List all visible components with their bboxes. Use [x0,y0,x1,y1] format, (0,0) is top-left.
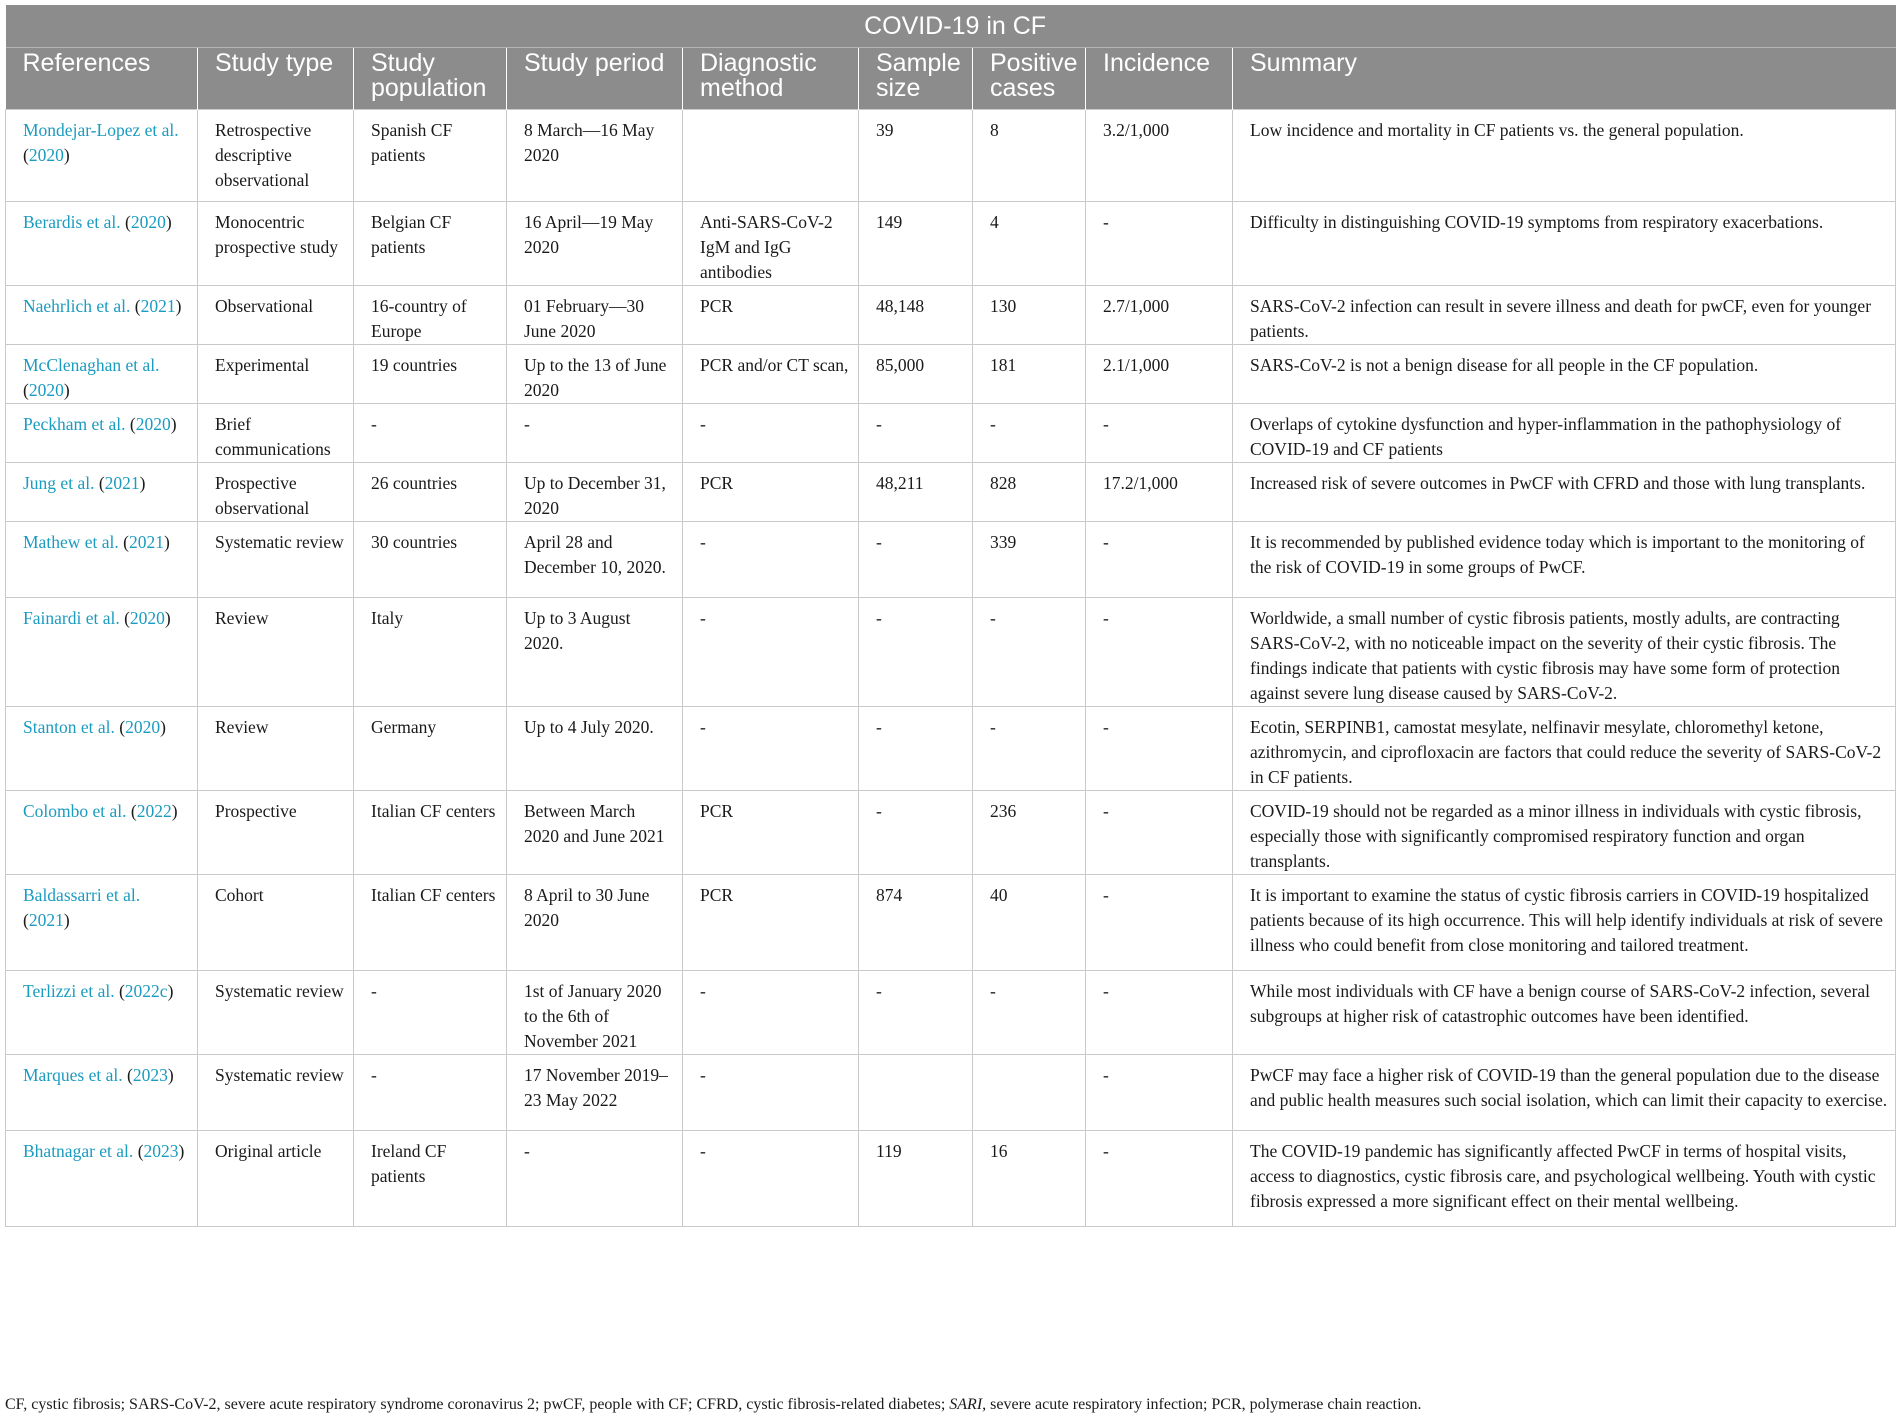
table-row [6,875,1896,971]
reference-cell [6,404,198,463]
column-header-study-population: Study population [354,48,507,110]
column-header-positive-cases: Positive cases [973,48,1086,110]
summary-cell: COVID-19 should not be regarded as a minor illness in individuals with cystic fibrosis, especially those with significantly compromised respiratory function and organ transplants. [1233,791,1896,875]
ref-close-paren: ) [178,1141,185,1161]
column-header-sample-size: Sample size [859,48,973,110]
study-period-cell: Up to the 13 of June 2020 [507,345,683,404]
ref-year-link[interactable]: 2020 [130,212,166,232]
sample-size-cell: - [859,707,973,791]
ref-close-paren: ) [63,145,70,165]
study-period-cell: 1st of January 2020 to the 6th of November 2021 [507,971,683,1055]
table-row [6,707,1896,791]
study-population-cell: Germany [354,707,507,791]
incidence-cell: - [1086,875,1233,971]
diagnostic-method-cell: Anti-SARS-CoV-2 IgM and IgG antibodies [683,202,859,286]
diagnostic-method-cell: - [683,971,859,1055]
study-period-cell: 01 February—30 June 2020 [507,286,683,345]
ref-year-link[interactable]: 2020 [129,608,165,628]
study-type-cell: Cohort [198,875,354,971]
study-period-cell: Up to December 31, 2020 [507,463,683,522]
study-type-cell: Brief communications [198,404,354,463]
table-row [6,463,1896,522]
ref-open-paren: ( [134,296,141,316]
summary-cell: It is important to examine the status of cystic fibrosis carriers in COVID-19 hospitalized patients because of its high occurrence. This will help identify individuals at risk of severe illness who could benefit from close monitoring and tailored treatment. [1233,875,1896,971]
study-type-cell: Observational [198,286,354,345]
study-period-cell: - [507,1131,683,1227]
summary-cell: Low incidence and mortality in CF patients vs. the general population. [1233,110,1896,202]
sample-size-cell: 39 [859,110,973,202]
reference-cell [6,875,198,971]
summary-cell: It is recommended by published evidence today which is important to the monitoring of the risk of COVID-19 in some groups of PwCF. [1233,522,1896,598]
positive-cases-cell: 16 [973,1131,1086,1227]
group-header-row [6,5,1896,48]
sample-size-cell: - [859,404,973,463]
positive-cases-cell: 828 [973,463,1086,522]
incidence-cell: - [1086,522,1233,598]
positive-cases-cell: 40 [973,875,1086,971]
summary-cell: Difficulty in distinguishing COVID-19 symptoms from respiratory exacerbations. [1233,202,1896,286]
ref-author-link[interactable]: Marques et al. [23,1065,127,1085]
ref-author-link[interactable]: Fainardi et al. [23,608,125,628]
positive-cases-cell: - [973,598,1086,707]
ref-open-paren: ( [119,717,126,737]
ref-year-link[interactable]: 2021 [140,296,176,316]
ref-open-paren: ( [123,532,129,552]
ref-open-paren: ( [130,801,137,821]
study-period-cell: 17 November 2019–23 May 2022 [507,1055,683,1131]
ref-open-paren: ( [23,910,29,930]
incidence-cell: 3.2/1,000 [1086,110,1233,202]
study-type-cell: Monocentric prospective study [198,202,354,286]
column-header-study-period: Study period [507,48,683,110]
summary-cell: Overlaps of cytokine dysfunction and hyper-inflammation in the pathophysiology of COVID-19 and CF patients [1233,404,1896,463]
incidence-cell: 2.1/1,000 [1086,345,1233,404]
study-type-cell: Prospective observational [198,463,354,522]
positive-cases-cell: 181 [973,345,1086,404]
diagnostic-method-cell: PCR [683,791,859,875]
ref-author-link[interactable]: Naehrlich et al. [23,296,135,316]
column-header-summary: Summary [1233,48,1896,110]
ref-year-link[interactable]: 2020 [28,145,64,165]
sample-size-cell: 48,148 [859,286,973,345]
reference-cell [6,598,198,707]
ref-open-paren: ( [23,145,29,165]
reference-cell [6,286,198,345]
table-row [6,110,1896,202]
incidence-cell: - [1086,791,1233,875]
ref-close-paren: ) [139,473,146,493]
ref-close-paren: ) [171,801,178,821]
study-population-cell: Belgian CF patients [354,202,507,286]
sample-size-cell: 85,000 [859,345,973,404]
ref-close-paren: ) [167,981,174,1001]
diagnostic-method-cell: - [683,404,859,463]
ref-close-paren: ) [167,1065,174,1085]
reference-cell [6,707,198,791]
ref-author-link[interactable]: Stanton et al. [23,717,120,737]
reference-cell [6,1131,198,1227]
diagnostic-method-cell: - [683,1055,859,1131]
table-row [6,1131,1896,1227]
ref-year-link[interactable]: 2021 [128,532,164,552]
ref-year-link[interactable]: 2023 [143,1141,179,1161]
table-row [6,1055,1896,1131]
reference-cell [6,202,198,286]
ref-open-paren: ( [118,981,125,1001]
sample-size-cell: - [859,971,973,1055]
footnote-part2: , severe acute respiratory infection; PCR, polymerase chain reaction. [982,1396,1422,1413]
incidence-cell: - [1086,202,1233,286]
table-body [6,110,1896,1227]
summary-cell: Increased risk of severe outcomes in PwCF with CFRD and those with lung transplants. [1233,463,1896,522]
table-row [6,971,1896,1055]
study-period-cell: April 28 and December 10, 2020. [507,522,683,598]
diagnostic-method-cell: - [683,1131,859,1227]
table-row [6,286,1896,345]
study-type-cell: Systematic review [198,1055,354,1131]
incidence-cell: 17.2/1,000 [1086,463,1233,522]
summary-cell: The COVID-19 pandemic has significantly affected PwCF in terms of hospital visits, access to diagnostics, cystic fibrosis care, and psychological wellbeing. Youth with cystic fibrosis expressed a more significant effect on their mental wellbeing. [1233,1131,1896,1227]
ref-year-link[interactable]: 2022 [136,801,172,821]
sample-size-cell: - [859,598,973,707]
table-footnote [5,1396,1422,1414]
table-row [6,345,1896,404]
diagnostic-method-cell: - [683,598,859,707]
column-header-references: References [6,48,198,110]
ref-year-link[interactable]: 2020 [125,717,161,737]
positive-cases-cell: 130 [973,286,1086,345]
ref-year-link[interactable]: 2020 [135,414,171,434]
study-type-cell: Prospective [198,791,354,875]
positive-cases-cell [973,1055,1086,1131]
study-type-cell: Review [198,707,354,791]
reference-cell [6,345,198,404]
study-period-cell: 8 April to 30 June 2020 [507,875,683,971]
ref-author-link[interactable]: Bhatnagar et al. [23,1141,138,1161]
sample-size-cell: 48,211 [859,463,973,522]
summary-cell: While most individuals with CF have a benign course of SARS-CoV-2 infection, several subgroups at higher risk of catastrophic outcomes have been identified. [1233,971,1896,1055]
table-row [6,202,1896,286]
incidence-cell: - [1086,971,1233,1055]
study-period-cell: - [507,404,683,463]
study-population-cell: Italy [354,598,507,707]
sample-size-cell: - [859,522,973,598]
study-type-cell: Experimental [198,345,354,404]
ref-author-link[interactable]: Mondejar-Lopez et al. [23,120,179,140]
table-row [6,522,1896,598]
positive-cases-cell: 339 [973,522,1086,598]
study-population-cell: - [354,1055,507,1131]
ref-close-paren: ) [165,212,172,232]
incidence-cell: - [1086,598,1233,707]
ref-open-paren: ( [125,212,131,232]
ref-year-link[interactable]: 2020 [28,380,64,400]
ref-open-paren: ( [124,608,130,628]
study-type-cell: Systematic review [198,522,354,598]
study-population-cell: 16-country of Europe [354,286,507,345]
ref-author-link[interactable]: McClenaghan et al. [23,355,160,375]
ref-open-paren: ( [137,1141,144,1161]
study-type-cell: Original article [198,1131,354,1227]
ref-author-link[interactable]: Baldassarri et al. [23,885,141,905]
study-population-cell: 19 countries [354,345,507,404]
ref-open-paren: ( [129,414,136,434]
incidence-cell: 2.7/1,000 [1086,286,1233,345]
study-population-cell: 30 countries [354,522,507,598]
positive-cases-cell: - [973,971,1086,1055]
ref-open-paren: ( [127,1065,133,1085]
reference-cell [6,1055,198,1131]
reference-cell [6,463,198,522]
column-header-diagnostic-method: Diagnostic method [683,48,859,110]
study-population-cell: Italian CF centers [354,791,507,875]
summary-cell: Ecotin, SERPINB1, camostat mesylate, nelfinavir mesylate, chloromethyl ketone, azithromycin, and ciprofloxacin are factors that could reduce the severity of SARS-CoV-2 in CF patients. [1233,707,1896,791]
ref-author-link[interactable]: Terlizzi et al. [23,981,119,1001]
sample-size-cell [859,1055,973,1131]
study-population-cell: - [354,404,507,463]
study-period-cell: Up to 3 August 2020. [507,598,683,707]
study-population-cell: Spanish CF patients [354,110,507,202]
table-container [5,5,1895,1227]
table-row [6,404,1896,463]
positive-cases-cell: - [973,404,1086,463]
ref-year-link[interactable]: 2021 [104,473,140,493]
ref-author-link[interactable]: Peckham et al. [23,414,130,434]
ref-close-paren: ) [163,532,170,552]
positive-cases-cell: 8 [973,110,1086,202]
ref-open-paren: ( [23,380,29,400]
reference-cell [6,110,198,202]
ref-author-link[interactable]: Berardis et al. [23,212,126,232]
study-period-cell: 16 April—19 May 2020 [507,202,683,286]
ref-close-paren: ) [63,380,70,400]
column-header-row [6,48,1896,110]
ref-close-paren: ) [164,608,171,628]
ref-close-paren: ) [175,296,182,316]
diagnostic-method-cell: PCR [683,463,859,522]
column-header-incidence: Incidence [1086,48,1233,110]
ref-open-paren: ( [98,473,105,493]
reference-cell [6,522,198,598]
incidence-cell: - [1086,707,1233,791]
ref-close-paren: ) [63,910,70,930]
study-type-cell: Retrospective descriptive observational [198,110,354,202]
study-population-cell: - [354,971,507,1055]
positive-cases-cell: - [973,707,1086,791]
study-period-cell: 8 March—16 May 2020 [507,110,683,202]
sample-size-cell: 119 [859,1131,973,1227]
ref-author-link[interactable]: Mathew et al. [23,532,124,552]
study-period-cell: Between March 2020 and June 2021 [507,791,683,875]
diagnostic-method-cell: PCR and/or CT scan, [683,345,859,404]
covid-cf-table [5,5,1896,1227]
ref-close-paren: ) [170,414,177,434]
study-population-cell: 26 countries [354,463,507,522]
study-population-cell: Italian CF centers [354,875,507,971]
positive-cases-cell: 236 [973,791,1086,875]
ref-year-link[interactable]: 2022c [124,981,168,1001]
summary-cell: PwCF may face a higher risk of COVID-19 than the general population due to the disease and public health measures such social isolation, which can limit their capacity to exercise. [1233,1055,1896,1131]
ref-author-link[interactable]: Colombo et al. [23,801,131,821]
ref-close-paren: ) [160,717,166,737]
diagnostic-method-cell: PCR [683,875,859,971]
table-row [6,598,1896,707]
study-population-cell: Ireland CF patients [354,1131,507,1227]
sample-size-cell: - [859,791,973,875]
diagnostic-method-cell [683,110,859,202]
diagnostic-method-cell: - [683,522,859,598]
summary-cell: SARS-CoV-2 is not a benign disease for all people in the CF population. [1233,345,1896,404]
study-period-cell: Up to 4 July 2020. [507,707,683,791]
diagnostic-method-cell: - [683,707,859,791]
footnote-italic: SARI [949,1396,983,1413]
positive-cases-cell: 4 [973,202,1086,286]
reference-cell [6,971,198,1055]
group-header: COVID-19 in CF [6,5,1896,48]
incidence-cell: - [1086,1055,1233,1131]
ref-author-link[interactable]: Jung et al. [23,473,99,493]
ref-year-link[interactable]: 2023 [132,1065,168,1085]
diagnostic-method-cell: PCR [683,286,859,345]
footnote-part1: CF, cystic fibrosis; SARS-CoV-2, severe acute respiratory syndrome coronavirus 2; pwCF, people with CF; CFRD, cystic fibrosis-related diabetes; [5,1396,950,1413]
summary-cell: Worldwide, a small number of cystic fibrosis patients, mostly adults, are contracting SARS-CoV-2, with no noticeable impact on the severity of their cystic fibrosis. The findings indicate that patients with cystic fibrosis may have some form of protection against severe lung disease caused by SARS-CoV-2. [1233,598,1896,707]
study-type-cell: Systematic review [198,971,354,1055]
sample-size-cell: 149 [859,202,973,286]
table-row [6,791,1896,875]
ref-year-link[interactable]: 2021 [28,910,64,930]
summary-cell: SARS-CoV-2 infection can result in severe illness and death for pwCF, even for younger patients. [1233,286,1896,345]
incidence-cell: - [1086,1131,1233,1227]
column-header-study-type: Study type [198,48,354,110]
incidence-cell: - [1086,404,1233,463]
study-type-cell: Review [198,598,354,707]
sample-size-cell: 874 [859,875,973,971]
reference-cell [6,791,198,875]
